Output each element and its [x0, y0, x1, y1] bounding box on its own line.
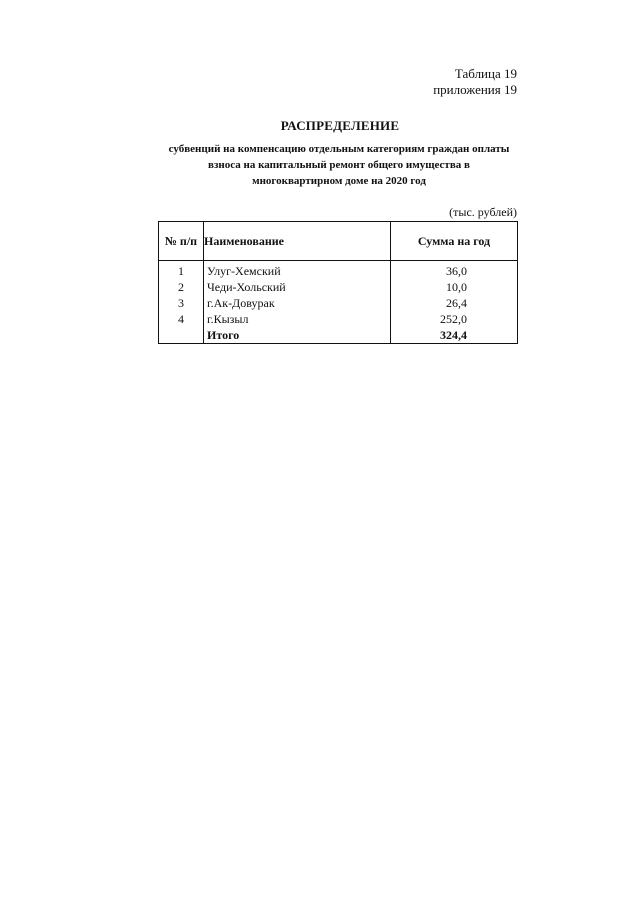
- row-sum: 26,4: [391, 295, 518, 311]
- unit-label: (тыс. рублей): [449, 205, 517, 219]
- row-name: г.Кызыл: [204, 311, 391, 327]
- column-header-name: Наименование: [204, 222, 391, 261]
- row-sum: 10,0: [391, 279, 518, 295]
- total-number-cell: [159, 327, 204, 344]
- table-row: [159, 311, 518, 327]
- table-row: [159, 261, 518, 280]
- table-row: [159, 295, 518, 311]
- row-name: г.Ак-Довурак: [204, 295, 391, 311]
- table-total-row: [159, 327, 518, 344]
- appendix-number: приложения 19: [433, 82, 517, 97]
- subtitle-line-1: субвенций на компенсацию отдельным категориям граждан оплаты: [168, 143, 510, 155]
- subtitle-line-2: взноса на капитальный ремонт общего имущества в: [208, 159, 470, 171]
- document-title: РАСПРЕДЕЛЕНИЕ: [280, 118, 400, 133]
- table-header-row: [159, 222, 518, 261]
- column-header-sum: Сумма на год: [391, 222, 518, 261]
- row-number: 4: [159, 311, 204, 327]
- row-number: 3: [159, 295, 204, 311]
- row-number: 2: [159, 279, 204, 295]
- document-subtitle: [150, 141, 528, 189]
- row-name: Чеди-Хольский: [204, 279, 391, 295]
- column-header-number: № п/п: [159, 222, 204, 261]
- distribution-table: [158, 221, 518, 344]
- total-label: Итого: [204, 327, 391, 344]
- total-sum: 324,4: [391, 327, 518, 344]
- subtitle-line-3: многоквартирном доме на 2020 год: [252, 175, 426, 187]
- row-sum: 252,0: [391, 311, 518, 327]
- table-number: Таблица 19: [454, 66, 517, 81]
- row-name: Улуг-Хемский: [204, 261, 391, 280]
- row-number: 1: [159, 261, 204, 280]
- table-row: [159, 279, 518, 295]
- row-sum: 36,0: [391, 261, 518, 280]
- table-reference: [433, 66, 517, 98]
